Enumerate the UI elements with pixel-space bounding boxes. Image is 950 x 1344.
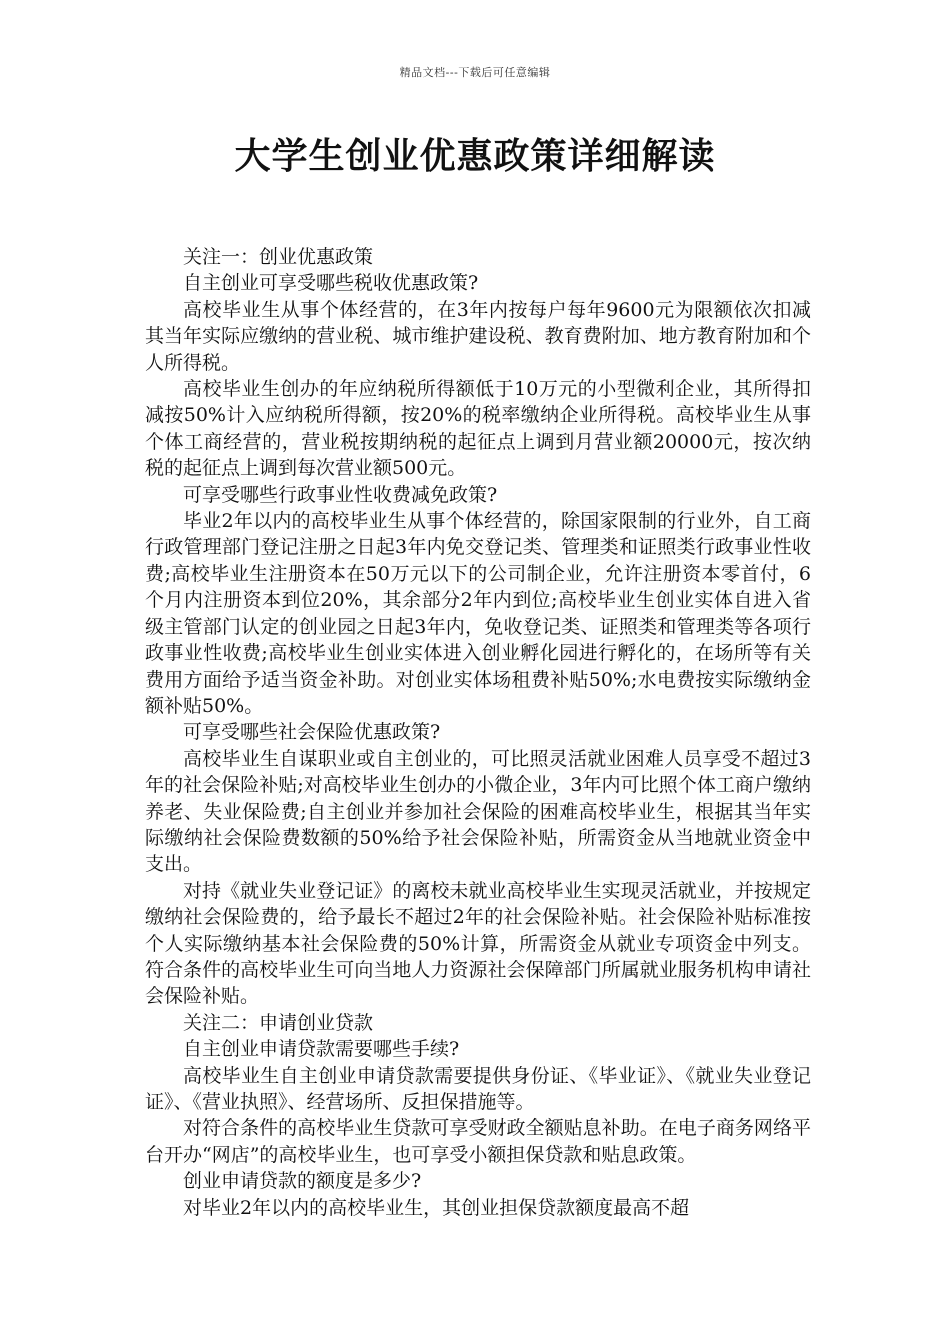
document-title: 大学生创业优惠政策详细解读 [234, 136, 716, 177]
section-heading: 关注二：申请创业贷款 [183, 1011, 374, 1034]
document-body [145, 244, 811, 1221]
body-paragraph: 对毕业2年以内的高校毕业生，其创业担保贷款额度最高不超 [183, 1196, 690, 1219]
question-heading: 可享受哪些社会保险优惠政策? [183, 721, 441, 744]
question-heading: 创业申请贷款的额度是多少? [183, 1170, 422, 1193]
body-paragraph: 高校毕业生创办的年应纳税所得额低于10万元的小型微利企业，其所得扣减按50%计入应纳税所得额，按20%的税率缴纳企业所得税。高校毕业生从事个体工商经营的，营业税按期纳税的起征点上调到月营业额20000元，按次纳税的起征点上调到每次营业额500元。 [145, 378, 811, 480]
header-note: 精品文档---下载后可任意编辑 [399, 66, 551, 79]
question-heading: 自主创业申请贷款需要哪些手续? [183, 1038, 460, 1061]
body-paragraph: 高校毕业生自谋职业或自主创业的，可比照灵活就业困难人员享受不超过3年的社会保险补贴;对高校毕业生创办的小微企业，3年内可比照个体工商户缴纳养老、失业保险费;自主创业并参加社会保险的困难高校毕业生，根据其当年实际缴纳社会保险费数额的50%给予社会保险补贴，所需资金从当地就业资金中支出。 [145, 747, 811, 876]
body-paragraph: 高校毕业生自主创业申请贷款需要提供身份证、《毕业证》、《就业失业登记证》、《营业执照》、经营场所、反担保措施等。 [145, 1064, 811, 1113]
section-heading: 关注一：创业优惠政策 [183, 246, 374, 268]
question-heading: 自主创业可享受哪些税收优惠政策? [183, 272, 479, 295]
body-paragraph: 毕业2年以内的高校毕业生从事个体经营的，除国家限制的行业外，自工商行政管理部门登记注册之日起3年内免交登记类、管理类和证照类行政事业性收费;高校毕业生注册资本在50万元以下的公司制企业，允许注册资本零首付，6个月内注册资本到位20%，其余部分2年内到位;高校毕业生创业实体自进入省级主管部门认定的创业园之日起3年内，免收登记类、证照类和管理类等各项行政事业性收费;高校毕业生创业实体进入创业孵化园进行孵化的，在场所等有关费用方面给予适当资金补助。对创业实体场租费补贴50%;水电费按实际缴纳金额补贴50%。 [145, 510, 811, 717]
body-paragraph: 对符合条件的高校毕业生贷款可享受财政全额贴息补助。在电子商务网络平台开办“网店”的高校毕业生，也可享受小额担保贷款和贴息政策。 [145, 1117, 811, 1166]
question-heading: 可享受哪些行政事业性收费减免政策? [183, 483, 498, 506]
body-paragraph: 高校毕业生从事个体经营的，在3年内按每户每年9600元为限额依次扣减其当年实际应缴纳的营业税、城市维护建设税、教育费附加、地方教育附加和个人所得税。 [145, 298, 811, 374]
body-paragraph: 对持《就业失业登记证》的离校未就业高校毕业生实现灵活就业，并按规定缴纳社会保险费的，给予最长不超过2年的社会保险补贴。社会保险补贴标准按个人实际缴纳基本社会保险费的50%计算，所需资金从就业专项资金中列支。符合条件的高校毕业生可向当地人力资源社会保障部门所属就业服务机构申请社会保险补贴。 [145, 879, 811, 1008]
